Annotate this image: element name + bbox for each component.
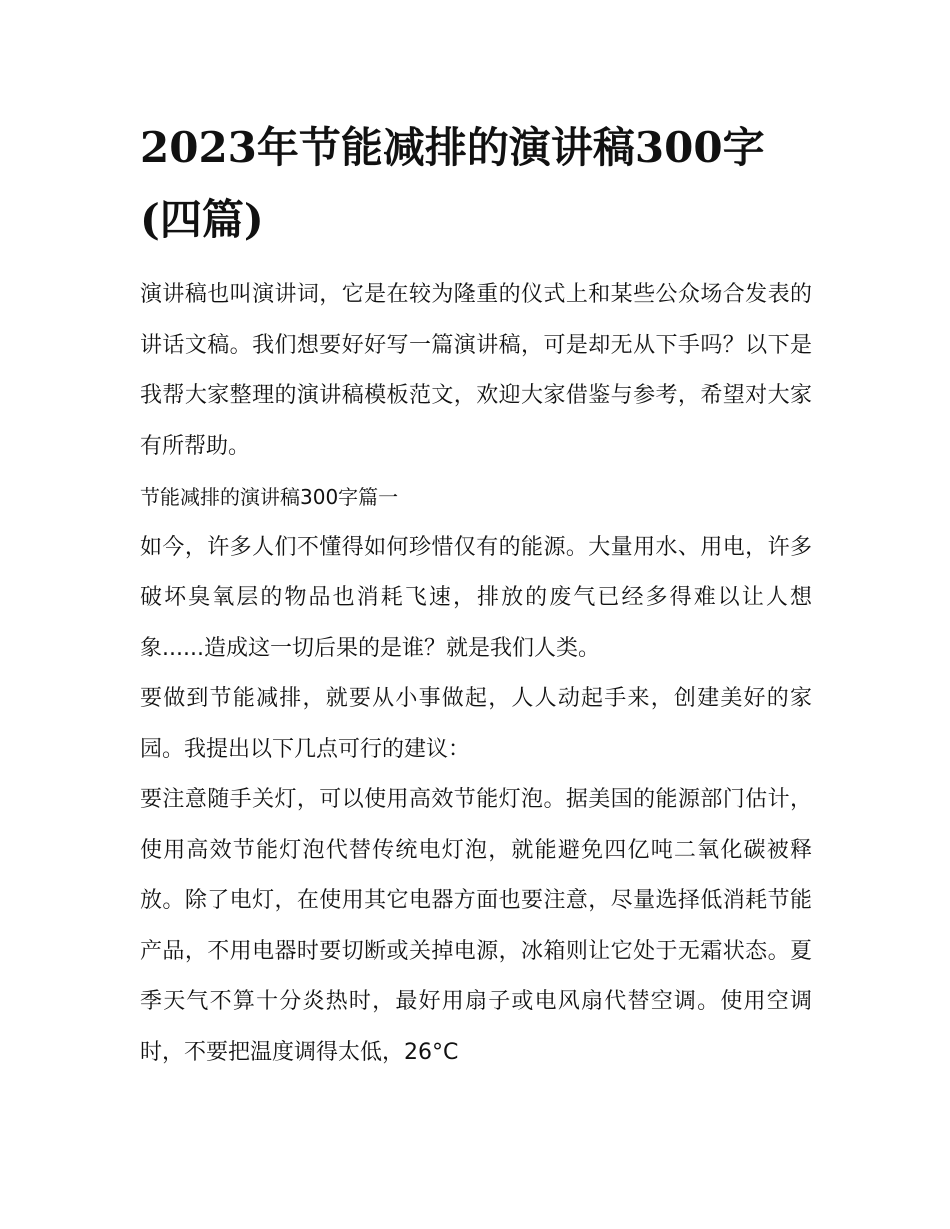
document-body (140, 112, 812, 1078)
body-paragraph-1: 如今，许多人们不懂得如何珍惜仅有的能源。大量用水、用电，许多破坏臭氧层的物品也消耗飞速，排放的废气已经多得难以让人想象......造成这一切后果的是谁？就是我们人类。 (140, 534, 812, 661)
body-paragraph-3: 要注意随手关灯，可以使用高效节能灯泡。据美国的能源部门估计，使用高效节能灯泡代替传统电灯泡，就能避免四亿吨二氧化碳被释放。除了电灯，在使用其它电器方面也要注意，尽量选择低消耗节能产品，不用电器时要切断或关掉电源，冰箱则让它处于无霜状态。夏季天气不算十分炎热时，最好用扇子或电风扇代替空调。使用空调时，不要把温度调得太低，26°C (140, 787, 812, 1065)
body-paragraph-2: 要做到节能减排，就要从小事做起，人人动起手来，创建美好的家园。我提出以下几点可行的建议： (140, 686, 812, 762)
document-title: 2023年节能减排的演讲稿300字(四篇) (140, 123, 765, 244)
intro-paragraph: 演讲稿也叫演讲词，它是在较为隆重的仪式上和某些公众场合发表的讲话文稿。我们想要好好写一篇演讲稿，可是却无从下手吗？以下是我帮大家整理的演讲稿模板范文，欢迎大家借鉴与参考，希望对大家有所帮助。 (140, 282, 812, 459)
section-heading: 节能减排的演讲稿300字篇一 (140, 485, 399, 509)
